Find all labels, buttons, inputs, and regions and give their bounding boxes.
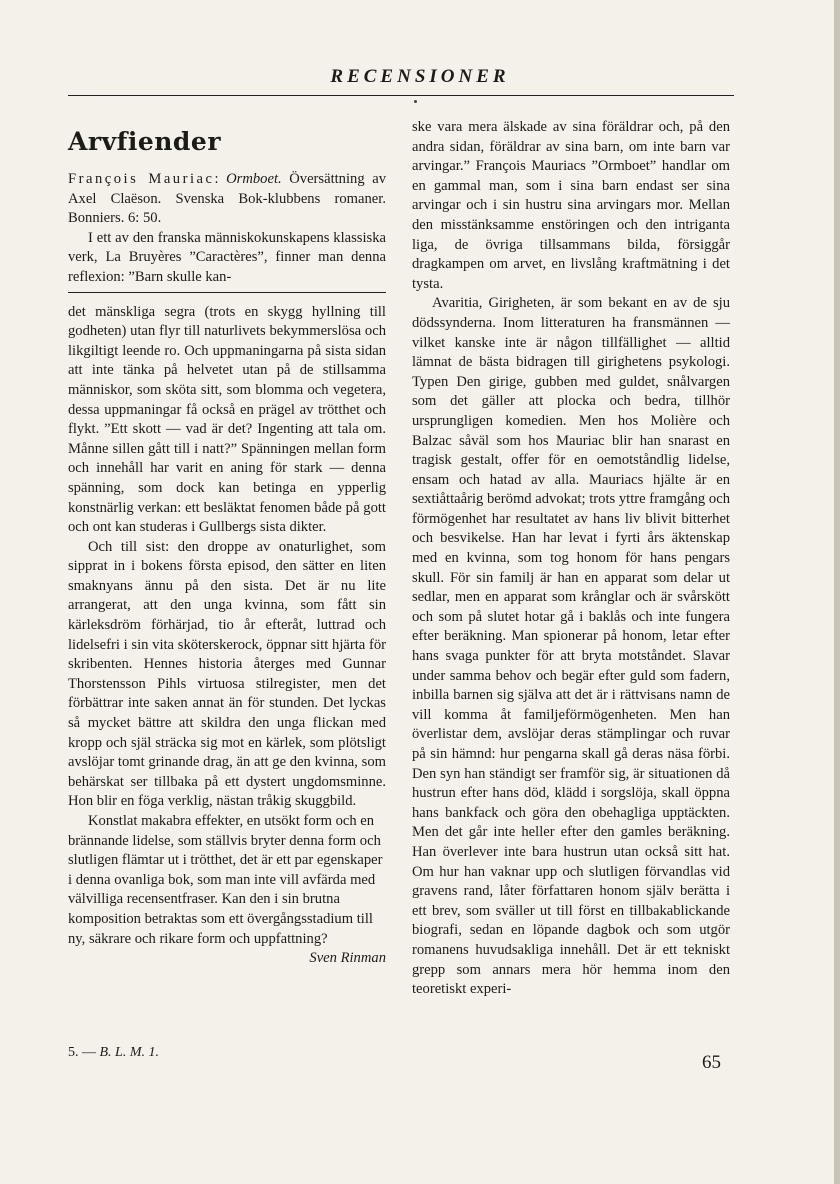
body-paragraph: Avaritia, Girigheten, är som bekant en av de sju dödssynderna. Inom litteraturen ha fransmännen — vilket kanske inte är någon tillfällighet — alltid lämnat de bästa bidragen till girighetens psykologi. Typen Den girige, gubben med guldet, snålvargen som det gäller att plocka och bedra, tillhör ursprungligen komedien. Men hos Molière och Balzac såväl som hos Mauriac blir han snarast en tragisk gestalt, offer för en oemotståndlig lidelse, ensam och hatad av alla. Mauriacs hjälte är en sextiåttaårig berömd advokat; trots yttre framgång och förmögenhet har resultatet av hans liv blivit bitterhet och besvikelse. Han har levat i fyrti års äktenskap med en kvinna, som tog honom för hans pengars skull. För sin familj är han en apparat som delar ut sedlar, men en apparat som krånglar och är svårskött och som på slutet hotar gå i baklås och inte fungera efter beräkning. Man spionerar på honom, letar efter hans svaga punkter för att bryta motståndet. Slavar under samma behov och begär efter guld som fadern, inbilla barnen sig själva att det är i rättvisans namn de vill komma åt familjeförmögenheten. Men han överlistar dem, avslöjar deras stämplingar och ruvar på sin hämnd: hur pengarna skall gå deras näsa förbi. Den syn han ständigt ser framför sig, är situationen då hustrun efter hans död, klädd i sorgslöja, skall öppna hans bankfack och göra den obehagliga upptäckten. Men det går inte heller efter den gamles beräkning. Han överlever inte bara hustrun utan också sitt hat. Om hur han vaknar upp och slutligen förvandlas vid gravens rand, låter författaren honom själv berätta i ett brev, som sväller ut till först en tillbakablickande biografi, sedan en löpande dagbok och som utgör romanens huvudsakliga innehåll. Det är ett tekniskt grepp som annars mera hör hemma inom den teoretiskt experi- [412, 295, 730, 998]
body-paragraph: Och till sist: den droppe av onaturlighet, som sipprat in i bokens första episod, den sätter en liten smaknyans ännu på den sista. Det är nu lite arrangerat, att den unga kvinna, som fått sin kärleksdröm förhärjad, tio år efteråt, luttrad och lidelsefri i sin vita sköterskerock, öppnar sitt hjärta för skribenten. Hennes historia återges med Gunnar Thorstensson Pihls virtuosa stilregister, men det förbättrar inte saken annat än för stunden. Det lyckas så mycket bättre att skildra den unga flickan med kropp och själ sträcka sig mot en kärlek, som plötsligt avslöjar tomt grinande drag, än att ge den kvinna, som behärskat ser tillbaka på ett dystert ungdomsminne. Hon blir en föga verklig, nästan tråkig skuggbild. [68, 538, 386, 810]
closing-paragraph [68, 812, 386, 967]
signature-mark [68, 1045, 159, 1061]
citation-details: Översättning av Axel Claëson. Svenska Bok-klubbens romaner. Bonniers. 6: 50. [68, 171, 386, 227]
header-rule [68, 95, 734, 96]
body-paragraph: det mänskliga segra (trots en skygg hyllning till godheten) utan flyr till naturlivets bekymmerslösa och likgiltigt leende ro. Och uppmaningarna på sista sidan att inte tänka på helvetet utan på de stillsamma människor, som sköta sitt, som blomma och vegetera, dessa uppmaningar få också en prägel av trötthet och flykt. ”Ett skott — vad är det? Ingenting att tala om. Månne sillen gått till i natt?” Spänningen mellan form och innehåll har varit en aning för stark — denna spänning, som dock kan betinga en ypperlig konstnärlig verkan: ett besläktat fenomen både på gott och ont kan studeras i Gullbergs sista dikter. [68, 303, 386, 536]
footer-journal: B. L. M. 1. [99, 1045, 159, 1060]
citation-separator: : [214, 171, 227, 187]
article-title: Arvfiender [68, 127, 221, 156]
reviewer-signature: Sven Rinman [309, 950, 386, 967]
body-paragraph: ske vara mera älskade av sina föräldrar och, på den andra sidan, föräldrar av sina barn, om inte barn var arvingar.” François Mauriacs ”Ormboet” handlar om en gammal man, som i sina barn endast ser sina arvingar och i sin hustru sina arvingars mor. Mellan den misstänksamme enstöringen och den intriganta liga, de övriga tillsammans bilda, försiggår dragkampen om arvet, en livslång kraftmätning i det tysta. [412, 119, 730, 292]
intro-paragraph: I ett av den franska människokunskapens klassiska verk, La Bruyères ”Caractères”, finner man denna reflexion: ”Barn skulle kan- [68, 229, 386, 285]
page-edge-shadow [834, 0, 840, 1184]
citation-work-title: Ormboet. [226, 171, 282, 187]
running-header: RECENSIONER [330, 66, 510, 87]
footer-sheet-number: 5. — [68, 1045, 100, 1060]
book-citation [68, 170, 386, 229]
page-number: 65 [702, 1052, 721, 1073]
citation-author: François Mauriac [68, 171, 215, 187]
left-column [68, 126, 386, 969]
right-column [412, 118, 730, 1000]
ink-dot [414, 100, 417, 103]
closing-text: Konstlat makabra effekter, en utsökt form och en brännande lidelse, som ställvis bryter denna form och slutligen flämtar ut i trötthet, det är ett par egenskaper i denna ovanliga bok, som man inte vill avfärda med välvilliga recensentfraser. Kan den i sin brutna komposition betraktas som ett övergångsstadium till ny, säkrare och rikare form och uppfattning? [68, 813, 383, 947]
article-break-rule [68, 292, 386, 293]
